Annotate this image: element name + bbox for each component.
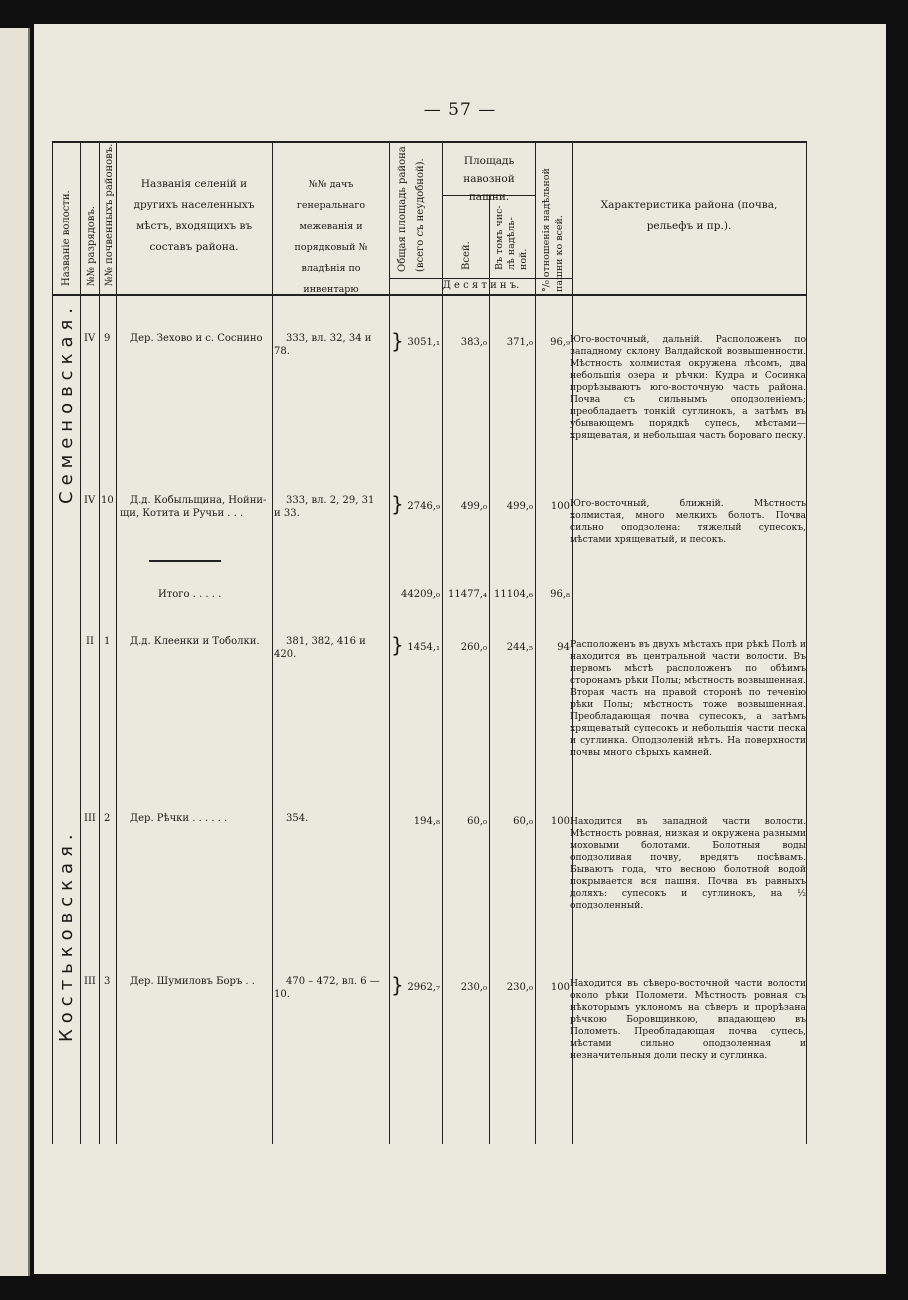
header-arable: Площадь навозной пашни. xyxy=(463,155,515,203)
dachi: 78. xyxy=(274,346,290,357)
facing-page-edge xyxy=(0,28,30,1276)
dachi: 333, вл. 2, 29, 31 xyxy=(286,495,375,506)
total-area: 2746,₉ xyxy=(407,501,440,512)
header-volost: Названіе волости. xyxy=(61,190,72,286)
district-description: Юго-восточный, дальній. Расположенъ по западному склону Валдайской возвышенности. Мѣстность холмистая окружена лѣсомъ, два небольшія озера и рѣчки: Кудра и Сосинка прорѣзываютъ юго-восточную часть района. Почва съ сильнымъ оподзоленіемъ; преобладаетъ тонкій суглинокъ, а затѣмъ въ убывающемъ порядкѣ супесь, мѣстами—хрящеватая, и небольшая часть бороваго песку. xyxy=(570,334,806,441)
header-razryad: №№ разрядовъ. xyxy=(86,206,97,286)
brace: } xyxy=(391,633,404,657)
percent: 100 xyxy=(550,816,570,827)
district-description: Юго-восточный, ближній. Мѣстность холмистая, много мелкихъ болотъ. Почва сильно оподзолена: тяжелый супесокъ, мѣстами хрящеватый, и песокъ. xyxy=(570,498,806,545)
header-arable-nadel-3: ной. xyxy=(518,248,529,270)
itogo-nadel: 11104,₆ xyxy=(494,589,533,600)
pochv: 2 xyxy=(104,813,111,824)
brace: } xyxy=(391,973,404,997)
brace: } xyxy=(391,329,404,353)
arable-nadel: 60,₀ xyxy=(513,816,533,827)
header-bottom-rule xyxy=(52,294,806,296)
settlement-name: Дер. Рѣчки . . . . . . xyxy=(130,813,228,824)
district-description: Расположенъ въ двухъ мѣстахъ при рѣкѣ Полѣ и находится въ центральной части волости. Въ первомъ мѣстѣ расположенъ по обѣимъ сторонамъ рѣки Полы; мѣстность возвышенная. Вторая часть на правой сторонѣ по теченію рѣки Полы; мѣстность тоже возвышенная. Преобладающая почва супесокъ, а затѣмъ хрящеватый супесокъ и небольшія части песка и суглинка. Оподзоленій нѣтъ. На поверхности почвы много сѣрыхъ камней. xyxy=(570,639,806,758)
settlement-name: щи, Котита и Ручьи . . . xyxy=(120,508,244,519)
header-names: Названія селеній и другихъ населенныхъ мѣстъ, входящихъ въ составъ района. xyxy=(133,178,255,253)
header-total-2: (всего съ неудобной). xyxy=(415,158,426,272)
header-arable-nadel-1: Въ томъ чис- xyxy=(494,205,505,270)
settlement-name: Д.д. Клеенки и Тоболки. xyxy=(130,636,260,647)
total-area: 1454,₁ xyxy=(407,642,440,653)
razryad: IV xyxy=(84,495,96,506)
pochv: 10 xyxy=(101,495,114,506)
header-pochv: №№ почвенныхъ районовъ. xyxy=(104,143,115,286)
percent: 100 xyxy=(550,501,570,512)
col-rule xyxy=(272,141,273,1144)
settlement-name: Дер. Шумиловъ Боръ . . xyxy=(130,976,255,987)
book-page xyxy=(34,24,886,1274)
subtotal-rule xyxy=(149,560,221,562)
arable-all: 230,₀ xyxy=(460,982,487,993)
header-percent-2: пашни ко всей. xyxy=(554,215,565,292)
volost-name: Семеновская. xyxy=(56,301,77,504)
col-rule xyxy=(389,141,390,1144)
dachi: 333, вл. 32, 34 и xyxy=(286,333,372,344)
page-number: — 57 — xyxy=(423,100,497,120)
col-rule xyxy=(80,141,81,1144)
dachi: 420. xyxy=(274,649,297,660)
header-total-1: Общая площадь района xyxy=(397,146,408,272)
arable-all: 260,₀ xyxy=(460,642,487,653)
total-area: 2962,₇ xyxy=(407,982,440,993)
dachi: 381, 382, 416 и xyxy=(286,636,366,647)
statistics-table xyxy=(34,24,886,1274)
settlement-name: Д.д. Кобыльщина, Нойни- xyxy=(130,495,267,506)
itogo-label: Итого . . . . . xyxy=(158,589,222,600)
total-area: 3051,₁ xyxy=(407,337,440,348)
arable-nadel: 230,₀ xyxy=(506,982,533,993)
header-unit: Д е с я т и н ъ. xyxy=(442,280,520,291)
col-rule xyxy=(806,141,807,1144)
header-dachi: №№ дачъ генеральнаго межеванія и порядковый № владѣнія по инвентарю xyxy=(294,179,368,295)
col-rule xyxy=(99,141,100,1144)
volost-name: Костьковская. xyxy=(56,828,77,1042)
header-character: Характеристика района (почва, рельефъ и пр.). xyxy=(600,199,778,232)
col-rule xyxy=(489,195,490,1144)
pochv: 3 xyxy=(104,976,111,987)
razryad: III xyxy=(84,813,96,824)
itogo-arable: 11477,₄ xyxy=(448,589,487,600)
itogo-total: 44209,₀ xyxy=(401,589,440,600)
arable-nadel: 244,₅ xyxy=(506,642,533,653)
district-description: Находится въ сѣверо-восточной части волости около рѣки Поломети. Мѣстность ровная съ нѣкоторымъ уклономъ на сѣверъ и прорѣзана рѣчкою Боровщинкою, впадающею въ Полометь. Преобладающая почва супесь, мѣстами сильно оподзоленная и незначительныя доли песку и суглинка. xyxy=(570,978,806,1061)
razryad: II xyxy=(86,636,94,647)
percent: 96,₉ xyxy=(550,337,570,348)
arable-all: 499,₀ xyxy=(460,501,487,512)
header-percent-1: °/₀ отношенія надѣльной xyxy=(541,168,552,292)
dachi: 470 – 472, вл. 6 — xyxy=(286,976,380,987)
col-rule xyxy=(116,141,117,1144)
dachi: 10. xyxy=(274,989,290,1000)
settlement-name: Дер. Зехово и с. Соснино xyxy=(130,333,263,344)
brace: } xyxy=(391,492,404,516)
razryad: III xyxy=(84,976,96,987)
arable-nadel: 499,₀ xyxy=(506,501,533,512)
arable-all: 60,₀ xyxy=(467,816,487,827)
razryad: IV xyxy=(84,333,96,344)
itogo-percent: 96,₈ xyxy=(550,589,570,600)
header-arable-nadel-2: лѣ надѣль- xyxy=(506,217,517,270)
percent: 100 xyxy=(550,982,570,993)
table-top-rule xyxy=(52,141,806,143)
pochv: 1 xyxy=(104,636,111,647)
dachi: 354. xyxy=(286,813,309,824)
col-rule xyxy=(52,141,53,1144)
arable-nadel: 371,₀ xyxy=(506,337,533,348)
total-area: 194,₈ xyxy=(413,816,440,827)
percent: 94 xyxy=(557,642,570,653)
header-arable-all: Всей. xyxy=(461,241,472,270)
district-description: Находится въ западной части волости. Мѣстность ровная, низкая и окружена разными моховыми болотами. Болотныя воды оподзоливая почву, вредятъ посѣвамъ. Бываютъ года, что весною болотной водой покрывается вся пашня. Почва въ равныхъ доляхъ: супесокъ и суглинокъ, на ½ оподзоленный. xyxy=(570,816,806,911)
pochv: 9 xyxy=(104,333,111,344)
dachi: и 33. xyxy=(274,508,300,519)
arable-all: 383,₀ xyxy=(460,337,487,348)
